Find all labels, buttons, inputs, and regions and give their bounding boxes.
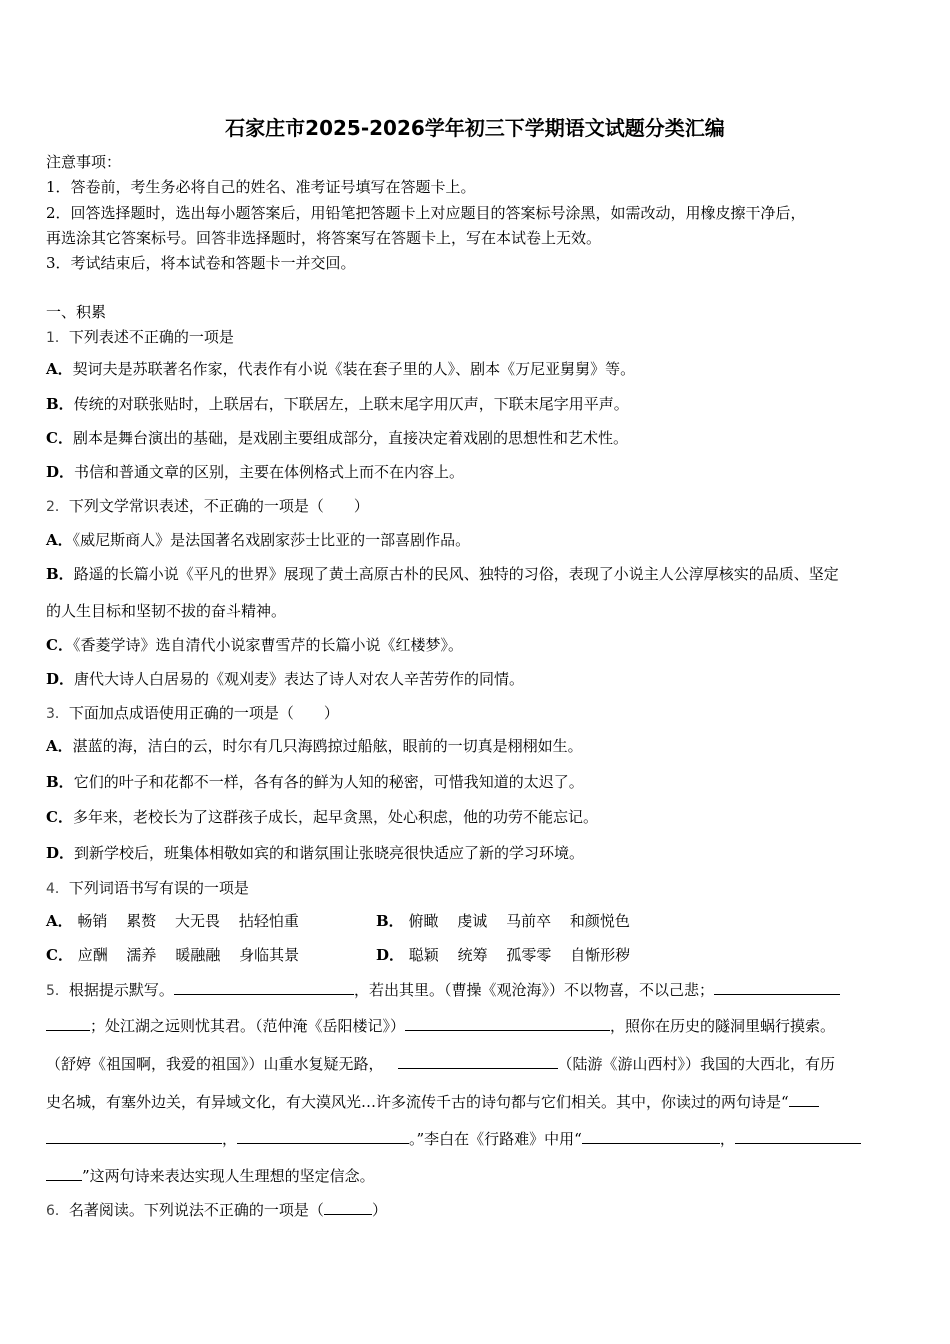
option-text: 书信和普通文章的区别，主要在体例格式上而不在内容上。 [74, 463, 465, 481]
page-title: 石家庄市2025-2026学年初三下学期语文试题分类汇编 [225, 116, 725, 140]
answer-blank[interactable] [735, 1129, 861, 1144]
word: 孤零零 [506, 946, 552, 964]
option-text: 多年来，老校长为了这群孩子成长，起早贪黑，处心积虑，他的功劳不能忘记。 [72, 808, 598, 826]
option-label: B． [46, 395, 74, 413]
answer-blank[interactable] [582, 1129, 720, 1144]
question-text: 下面加点成语使用正确的一项是（ ） [68, 704, 339, 722]
option-a [46, 530, 906, 550]
question-5-line [46, 1016, 906, 1036]
option-text: 路遥的长篇小说《平凡的世界》展现了黄土高原古朴的民风、独特的习俗，表现了小说主人公淳厚核实的品质、坚定 [73, 565, 839, 583]
option-b [46, 772, 906, 792]
option-a [46, 912, 299, 930]
question-text: 下列词语书写有误的一项是 [68, 879, 249, 897]
question-3-stem [46, 703, 906, 724]
option-d [376, 945, 630, 965]
answer-blank[interactable] [46, 1129, 222, 1144]
question-text: ） [371, 1201, 387, 1219]
question-text: 史名城，有塞外边关，有异域文化，有大漠风光…许多流传千古的诗句都与它们相关。其中，你读过的两句诗是“ [46, 1093, 789, 1111]
question-5-line [46, 1129, 906, 1149]
question-4-stem [46, 878, 906, 899]
answer-blank[interactable] [174, 980, 354, 995]
question-text: ；处江湖之远则忧其君。（范仲淹《岳阳楼记》） [90, 1017, 406, 1035]
word: 应酬 [77, 946, 108, 964]
option-text: 的人生目标和坚韧不拔的奋斗精神。 [46, 602, 287, 620]
answer-blank[interactable] [398, 1054, 558, 1069]
answer-blank[interactable] [237, 1129, 409, 1144]
option-label: A． [46, 531, 73, 549]
answer-blank[interactable] [789, 1092, 819, 1107]
question-text: ， [222, 1130, 238, 1148]
word: 身临其景 [239, 946, 300, 964]
word: 暖融融 [175, 946, 221, 964]
question-text: 根据提示默写。 [68, 981, 174, 999]
section-heading: 一、积累 [46, 303, 107, 321]
question-text: ， [719, 1130, 735, 1148]
option-text: 剧本是舞台演出的基础，是戏剧主要组成部分，直接决定着戏剧的思想性和艺术性。 [72, 429, 628, 447]
question-text: 下列文学常识表述，不正确的一项是（ ） [68, 497, 369, 515]
word: 累赘 [126, 912, 157, 930]
word: 畅销 [77, 912, 108, 930]
option-label: C． [46, 636, 73, 654]
option-d [46, 843, 906, 863]
option-text: 《威尼斯商人》是法国著名戏剧家莎士比亚的一部喜剧作品。 [72, 531, 471, 549]
question-text: 。”李白在《行路难》中用“ [409, 1130, 582, 1148]
option-d [46, 669, 906, 689]
question-text: 名著阅读。下列说法不正确的一项是（ [68, 1201, 324, 1219]
option-label: B． [46, 773, 74, 791]
option-c [46, 946, 299, 964]
question-1-stem [46, 327, 906, 348]
option-b-continued [46, 601, 906, 621]
question-5-line [46, 1166, 906, 1186]
question-5-line [46, 980, 906, 1001]
option-label: A． [46, 360, 73, 378]
word: 拈轻怕重 [238, 912, 299, 930]
answer-blank[interactable] [324, 1200, 372, 1215]
option-label: A． [46, 737, 73, 755]
question-number: 3． [46, 706, 69, 722]
question-number: 2． [46, 499, 69, 515]
notice-heading: 注意事项： [46, 153, 122, 171]
option-d [46, 462, 906, 482]
option-b [376, 911, 630, 931]
option-label: D． [376, 946, 405, 964]
option-label: A． [46, 912, 73, 930]
question-text: （舒婷《祖国啊，我爱的祖国》）山重水复疑无路， [46, 1055, 384, 1073]
option-b [46, 394, 906, 414]
answer-blank[interactable] [46, 1016, 90, 1031]
answer-blank[interactable] [714, 980, 840, 995]
option-c [46, 635, 906, 655]
question-2-stem [46, 496, 906, 517]
word: 和颜悦色 [569, 912, 630, 930]
word: 统筹 [457, 946, 488, 964]
word: 虔诚 [457, 912, 488, 930]
question-number: 1． [46, 330, 69, 346]
question-number: 4． [46, 881, 69, 897]
option-text: 《香菱学诗》选自清代小说家曹雪芹的长篇小说《红楼梦》。 [72, 636, 463, 654]
word: 大无畏 [175, 912, 221, 930]
option-text: 到新学校后，班集体相敬如宾的和谐氛围让张晓亮很快适应了新的学习环境。 [74, 844, 585, 862]
notice-item: 2．回答选择题时，选出每小题答案后，用铅笔把答题卡上对应题目的答案标号涂黑，如需改动，用橡皮擦干净后， [46, 204, 806, 222]
option-label: C． [46, 429, 73, 447]
option-label: D． [46, 670, 75, 688]
notice-item: 3．考试结束后，将本试卷和答题卡一并交回。 [46, 254, 356, 272]
option-label: D． [46, 463, 75, 481]
option-a [46, 736, 906, 756]
option-label: C． [46, 808, 73, 826]
answer-blank[interactable] [405, 1016, 610, 1031]
option-text: 它们的叶子和花都不一样，各有各的鲜为人知的秘密，可惜我知道的太迟了。 [73, 773, 584, 791]
word: 濡养 [126, 946, 157, 964]
notice-item: 1．答卷前，考生务必将自己的姓名、准考证号填写在答题卡上。 [46, 178, 476, 196]
word: 聪颖 [408, 946, 439, 964]
option-a [46, 359, 906, 379]
question-number: 6． [46, 1203, 69, 1219]
option-c [46, 807, 906, 827]
option-label: B． [376, 912, 404, 930]
option-label: C． [46, 946, 73, 964]
option-label: B． [46, 565, 74, 583]
word: 自惭形秽 [570, 946, 631, 964]
option-row [46, 911, 906, 931]
option-text: 传统的对联张贴时，上联居右，下联居左，上联末尾字用仄声，下联末尾字用平声。 [73, 395, 629, 413]
option-b [46, 564, 906, 584]
option-row [46, 945, 906, 965]
option-c [46, 428, 906, 448]
question-text: 下列表述不正确的一项是 [68, 328, 234, 346]
answer-blank[interactable] [46, 1166, 82, 1181]
option-text: 湛蓝的海，洁白的云，时尔有几只海鸥掠过船舷，眼前的一切真是栩栩如生。 [72, 737, 583, 755]
question-number: 5． [46, 983, 69, 999]
option-text: 唐代大诗人白居易的《观刈麦》表达了诗人对农人辛苦劳作的同情。 [74, 670, 525, 688]
question-text: （陆游《游山西村》）我国的大西北，有历 [557, 1055, 836, 1073]
question-6-stem [46, 1200, 906, 1221]
word: 马前卒 [506, 912, 552, 930]
option-text: 契诃夫是苏联著名作家，代表作有小说《装在套子里的人》、剧本《万尼亚舅舅》等。 [72, 360, 636, 378]
option-label: D． [46, 844, 75, 862]
notice-item: 再选涂其它答案标号。回答非选择题时，将答案写在答题卡上，写在本试卷上无效。 [46, 229, 602, 247]
word: 俯瞰 [408, 912, 439, 930]
question-5-line [46, 1054, 906, 1074]
question-text: ”这两句诗来表达实现人生理想的坚定信念。 [82, 1167, 375, 1185]
question-text: ，照你在历史的隧洞里蜗行摸索。 [610, 1017, 836, 1035]
question-text: ，若出其里。（曹操《观沧海》）不以物喜，不以己悲； [353, 981, 714, 999]
question-5-line [46, 1092, 906, 1112]
